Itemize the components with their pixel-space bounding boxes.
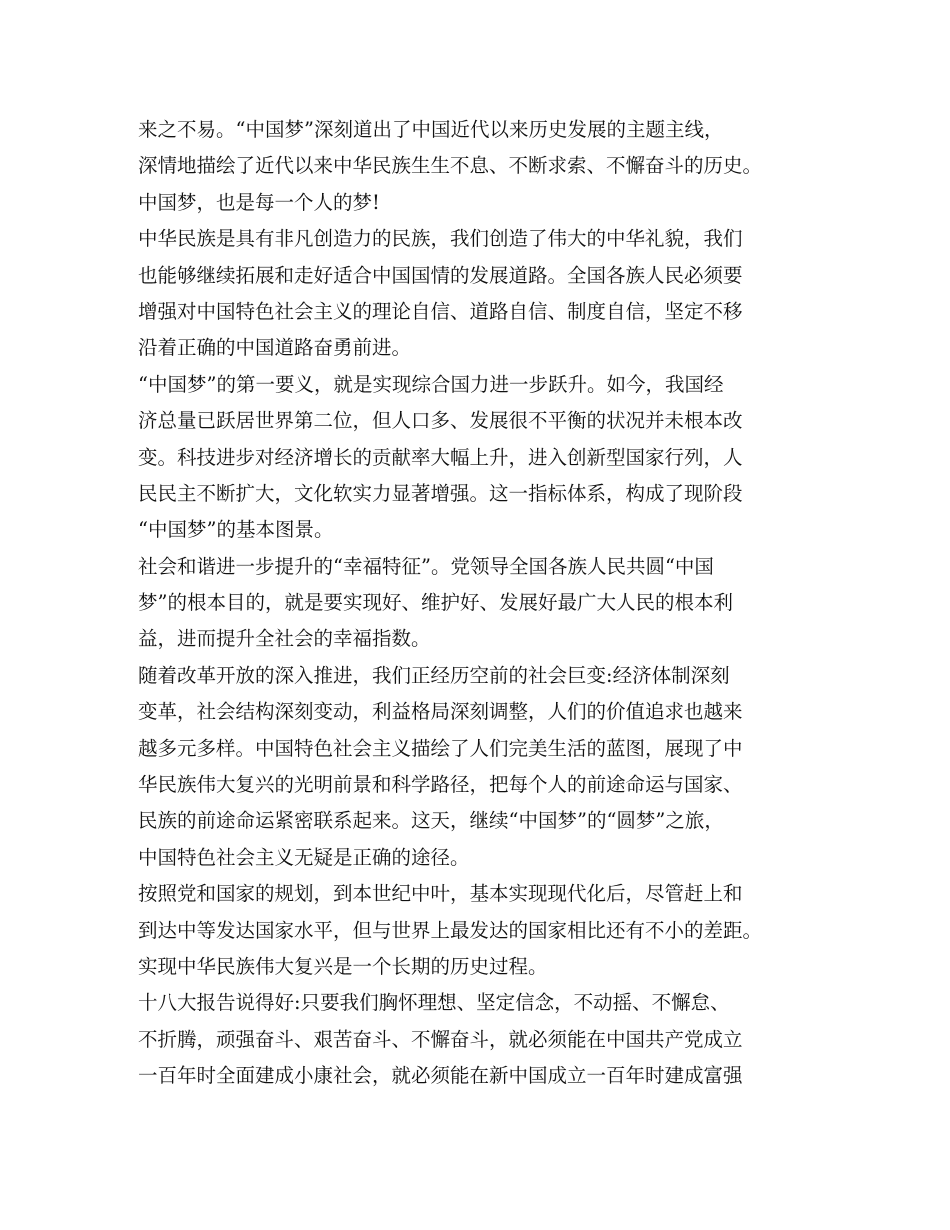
text-line: 越多元多样。中国特色社会主义描绘了人们完美生活的蓝图，展现了中 xyxy=(138,736,743,760)
text-line: 民族的前途命运紧密联系起来。这天，继续“中国梦”的“圆梦”之旅， xyxy=(138,809,724,833)
text-line: 沿着正确的中国道路奋勇前进。 xyxy=(138,336,412,360)
text-line: 中国梦，也是每一个人的梦! xyxy=(138,190,380,214)
text-line: 按照党和国家的规划，到本世纪中叶，基本实现现代化后，尽管赶上和 xyxy=(138,882,743,906)
text-line: 益，进而提升全社会的幸福指数。 xyxy=(138,627,431,651)
text-line: 十八大报告说得好:只要我们胸怀理想、坚定信念，不动摇、不懈怠、 xyxy=(138,991,730,1015)
text-line: “中国梦”的第一要义，就是实现综合国力进一步跃升。如今，我国经 xyxy=(138,372,724,396)
document-body xyxy=(138,112,818,1095)
text-line: 社会和谐进一步提升的“幸福特征”。党领导全国各族人民共圆“中国 xyxy=(138,554,714,578)
text-line: 民民主不断扩大，文化软实力显著增强。这一指标体系，构成了现阶段 xyxy=(138,481,743,505)
text-line: “中国梦”的基本图景。 xyxy=(138,518,334,542)
text-line: 不折腾，顽强奋斗、艰苦奋斗、不懈奋斗，就必须能在中国共产党成立 xyxy=(138,1027,743,1051)
text-line: 增强对中国特色社会主义的理论自信、道路自信、制度自信，坚定不移 xyxy=(138,299,743,323)
text-line: 也能够继续拓展和走好适合中国国情的发展道路。全国各族人民必须要 xyxy=(138,263,743,287)
text-line: 到达中等发达国家水平，但与世界上最发达的国家相比还有不小的差距。 xyxy=(138,918,763,942)
text-line: 来之不易。“中国梦”深刻道出了中国近代以来历史发展的主题主线， xyxy=(138,118,724,141)
text-line: 中国特色社会主义无疑是正确的途径。 xyxy=(138,845,470,869)
text-line: 济总量已跃居世界第二位，但人口多、发展很不平衡的状况并未根本改 xyxy=(138,409,743,433)
text-line: 梦”的根本目的，就是要实现好、维护好、发展好最广大人民的根本利 xyxy=(138,591,733,615)
text-line: 随着改革开放的深入推进，我们正经历空前的社会巨变:经济体制深刻 xyxy=(138,663,730,687)
text-line: 深情地描绘了近代以来中华民族生生不息、不断求索、不懈奋斗的历史。 xyxy=(138,154,763,178)
text-line: 变革，社会结构深刻变动，利益格局深刻调整，人们的价值追求也越来 xyxy=(138,700,743,724)
text-line: 一百年时全面建成小康社会，就必须能在新中国成立一百年时建成富强 xyxy=(138,1064,743,1088)
text-line: 实现中华民族伟大复兴是一个长期的历史过程。 xyxy=(138,954,548,978)
text-line: 变。科技进步对经济增长的贡献率大幅上升，进入创新型国家行列，人 xyxy=(138,445,743,469)
text-line: 华民族伟大复兴的光明前景和科学路径，把每个人的前途命运与国家、 xyxy=(138,773,743,797)
text-line: 中华民族是具有非凡创造力的民族，我们创造了伟大的中华礼貌，我们 xyxy=(138,227,743,251)
